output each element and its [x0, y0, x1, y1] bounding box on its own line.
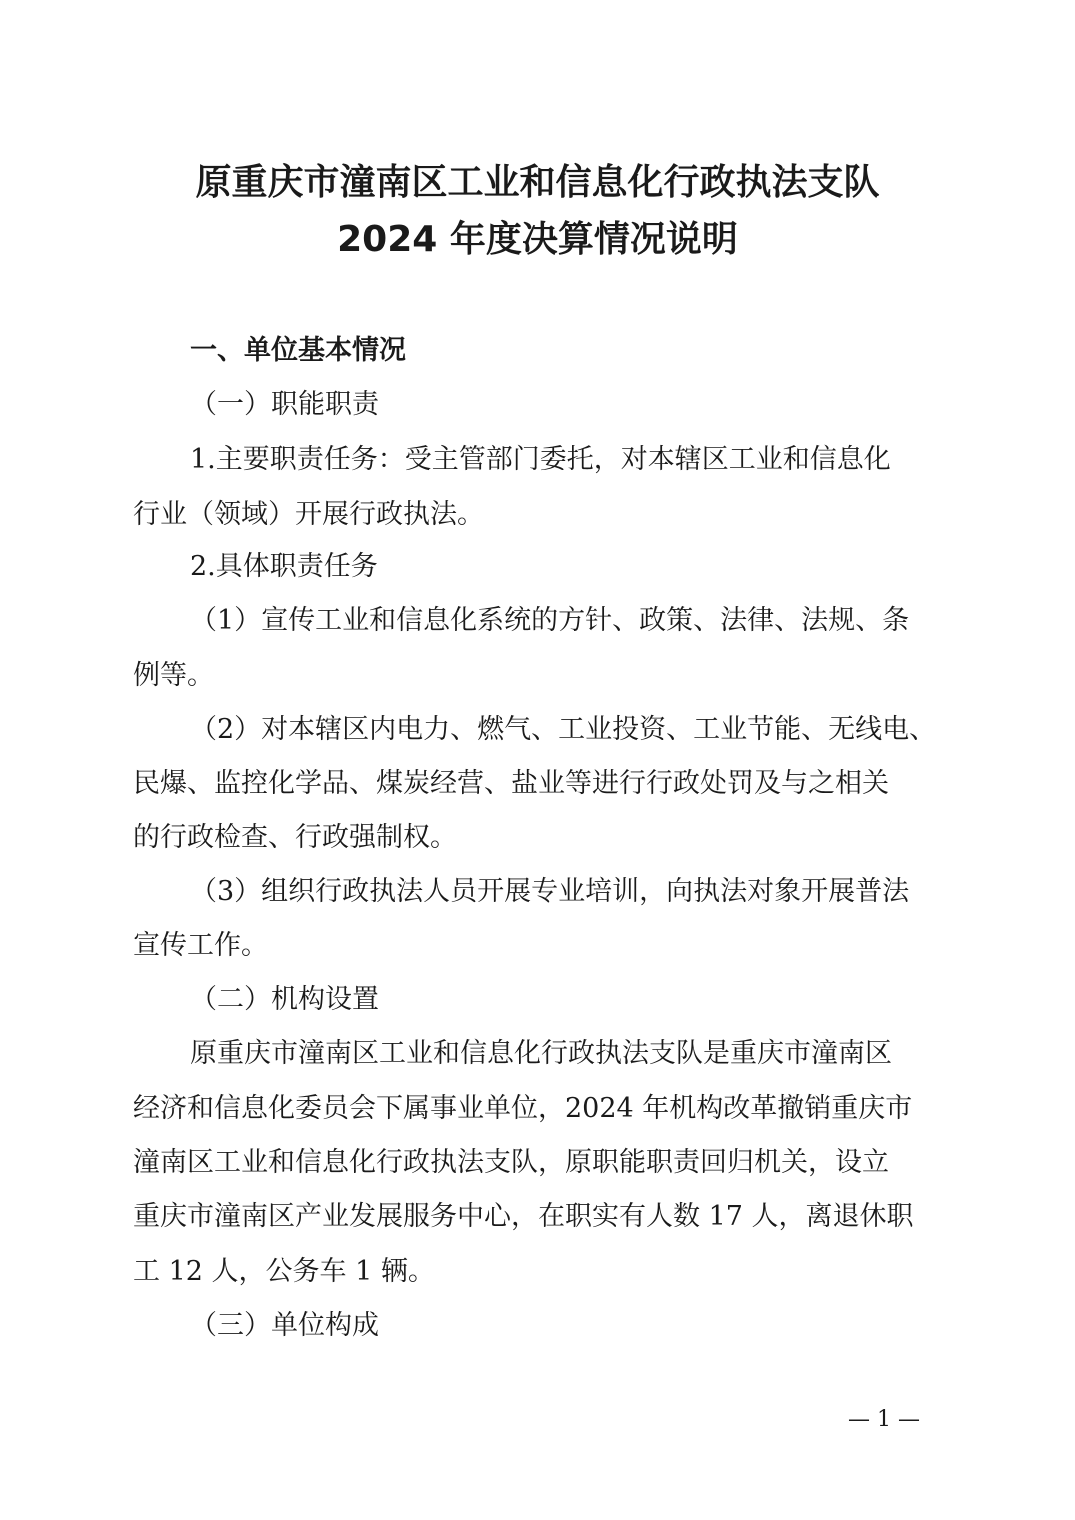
section-heading-text: 一、单位基本情况: [190, 335, 406, 366]
paragraph-line: 潼南区工业和信息化行政执法支队，原职能职责回归机关，设立: [133, 1147, 889, 1178]
paragraph-line: 原重庆市潼南区工业和信息化行政执法支队是重庆市潼南区: [190, 1038, 892, 1069]
paragraph-line: 民爆、监控化学品、煤炭经营、盐业等进行行政处罚及与之相关: [133, 768, 889, 799]
paragraph-line: （1）宣传工业和信息化系统的方针、政策、法律、法规、条: [190, 605, 910, 636]
paragraph-line: 重庆市潼南区产业发展服务中心，在职实有人数 17 人，离退休职: [133, 1201, 914, 1232]
paragraph-line: 2.具体职责任务: [190, 551, 378, 582]
paragraph-line: 的行政检查、行政强制权。: [133, 822, 457, 853]
document-title-line-1: 原重庆市潼南区工业和信息化行政执法支队: [195, 162, 880, 203]
paragraph-line: （3）组织行政执法人员开展专业培训，向执法对象开展普法: [190, 876, 910, 907]
paragraph-line: 行业（领域）开展行政执法。: [133, 499, 484, 530]
subheading-text: （一）职能职责: [190, 389, 379, 420]
paragraph-line: 1.主要职责任务：受主管部门委托，对本辖区工业和信息化: [190, 444, 891, 475]
page-number: — 1 —: [848, 1407, 920, 1432]
paragraph-line: 例等。: [133, 660, 214, 691]
document-title-line-2: 2024 年度决算情况说明: [337, 219, 738, 260]
paragraph-line: 工 12 人，公务车 1 辆。: [133, 1256, 435, 1287]
paragraph-line: 经济和信息化委员会下属事业单位，2024 年机构改革撤销重庆市: [133, 1093, 913, 1124]
paragraph-line: 宣传工作。: [133, 930, 268, 961]
subheading-text: （三）单位构成: [190, 1310, 379, 1341]
subheading-text: （二）机构设置: [190, 984, 379, 1015]
paragraph-line: （2）对本辖区内电力、燃气、工业投资、工业节能、无线电、: [190, 714, 937, 745]
